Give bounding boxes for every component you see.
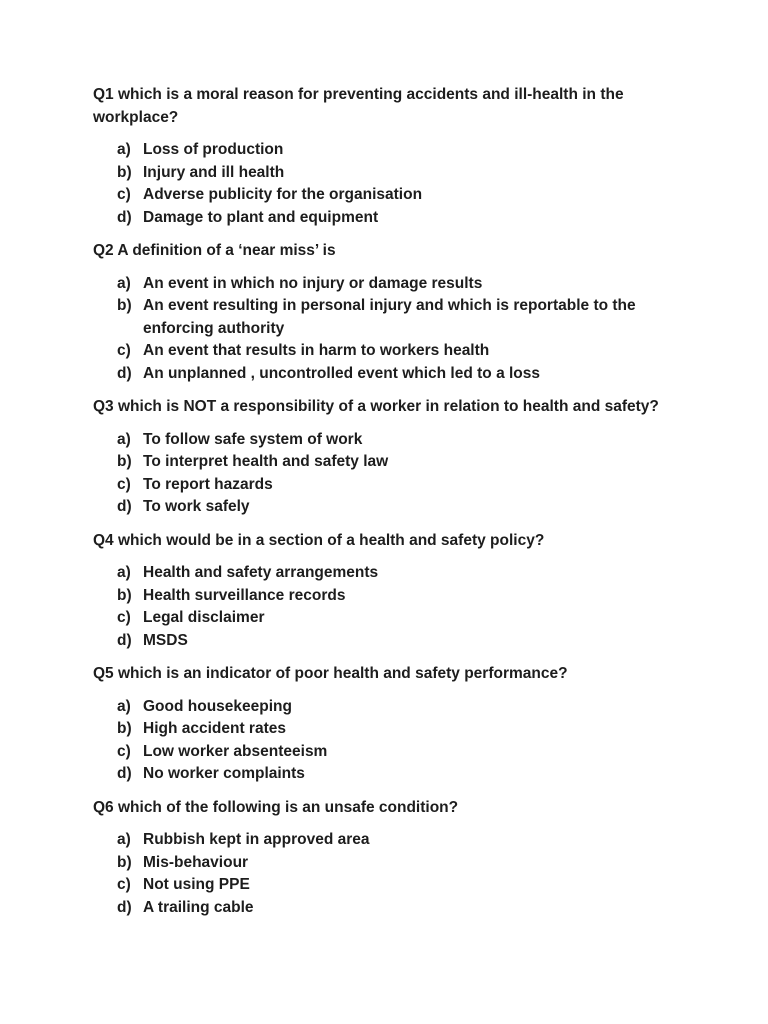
option-item [117,295,672,340]
option-letter: b) [117,297,132,314]
option-letter: c) [117,609,131,626]
option-item [117,630,672,653]
option-letter: a) [117,564,131,581]
option-letter: a) [117,274,131,292]
option-item [117,696,672,719]
options-list [93,429,672,519]
option-letter: b) [117,453,132,470]
option-text: Loss of production [143,141,284,158]
option-item [117,474,672,497]
option-text: A trailing cable [143,898,254,916]
options-list [93,562,672,652]
question-title: Q6 which of the following is an unsafe condition? [93,798,459,816]
option-text: To interpret health and safety law [143,453,389,470]
option-text: MSDS [143,631,188,649]
option-text: Health surveillance records [143,586,346,604]
option-item [117,451,672,474]
option-letter: d) [117,898,132,916]
question-title: Q5 which is an indicator of poor health and safety performance? [93,665,568,682]
option-item [117,207,672,230]
option-letter: c) [117,876,131,893]
option-text: To report hazards [143,475,273,493]
option-item [117,897,672,920]
option-text: An event resulting in personal injury and which is reportable to the enforcing authority [143,297,636,337]
option-text: No worker complaints [143,765,305,782]
option-text: Legal disclaimer [143,609,265,626]
option-letter: d) [117,208,132,226]
option-letter: d) [117,631,132,649]
option-text: Damage to plant and equipment [143,208,379,226]
option-text: Adverse publicity for the organisation [143,186,423,203]
option-text: Not using PPE [143,876,250,893]
option-text: An event in which no injury or damage results [143,274,483,292]
option-text: An unplanned , uncontrolled event which led to a loss [143,364,541,382]
option-text: Health and safety arrangements [143,564,379,581]
options-list [93,273,672,386]
option-text: High accident rates [143,720,286,737]
options-list [93,829,672,919]
option-text: To work safely [143,498,250,515]
question-block-q2 [93,240,672,385]
options-list [93,696,672,786]
option-text: Injury and ill health [143,163,285,181]
option-item [117,184,672,207]
question-title: Q2 A definition of a ‘near miss’ is [93,242,336,259]
option-text: Mis-behaviour [143,853,249,871]
option-letter: d) [117,765,132,782]
option-item [117,363,672,386]
option-item [117,763,672,786]
question-block-q4 [93,530,672,653]
option-text: Low worker absenteeism [143,742,328,760]
option-item [117,718,672,741]
option-letter: a) [117,430,131,448]
option-text: To follow safe system of work [143,430,363,448]
option-item [117,139,672,162]
option-letter: a) [117,141,131,158]
question-title: Q1 which is a moral reason for preventing accidents and ill-health in the workplace? [93,86,624,126]
question-block-q6 [93,797,672,920]
question-title: Q3 which is NOT a responsibility of a worker in relation to health and safety? [93,398,659,415]
question-title: Q4 which would be in a section of a health and safety policy? [93,531,545,549]
option-letter: d) [117,364,132,382]
option-item [117,162,672,185]
option-text: An event that results in harm to workers health [143,342,490,359]
option-item [117,607,672,630]
option-item [117,273,672,296]
option-item [117,585,672,608]
question-block-q1 [93,84,672,229]
option-letter: b) [117,586,132,604]
option-letter: b) [117,853,132,871]
option-item [117,829,672,852]
option-letter: c) [117,742,131,760]
option-text: Rubbish kept in approved area [143,831,370,848]
option-text: Good housekeeping [143,697,292,715]
option-letter: c) [117,342,131,359]
option-letter: a) [117,831,131,848]
option-item [117,852,672,875]
option-letter: c) [117,186,131,203]
option-item [117,874,672,897]
option-letter: b) [117,163,132,181]
option-item [117,496,672,519]
option-item [117,340,672,363]
option-letter: b) [117,720,132,737]
question-block-q5 [93,663,672,786]
option-item [117,562,672,585]
option-item [117,741,672,764]
question-block-q3 [93,396,672,519]
option-letter: d) [117,498,132,515]
option-letter: c) [117,475,131,493]
option-letter: a) [117,697,131,715]
options-list [93,139,672,229]
option-item [117,429,672,452]
